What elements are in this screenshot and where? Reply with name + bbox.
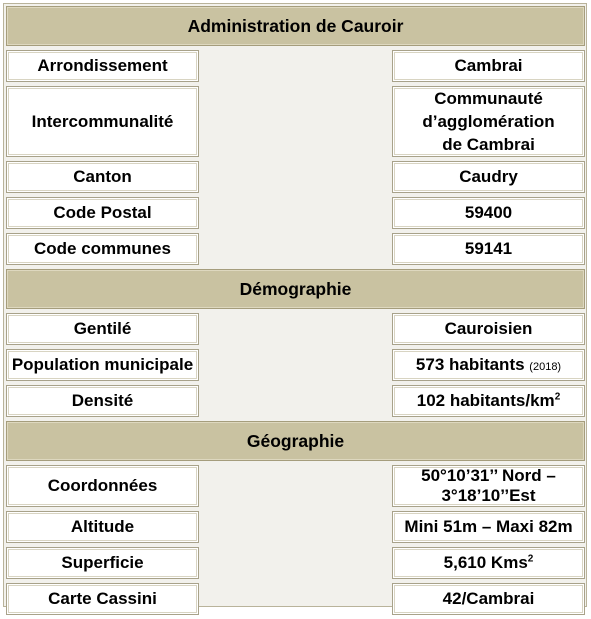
- row-value-arrondissement: Cambrai: [392, 50, 585, 82]
- row-label-code-communes: Code communes: [6, 233, 199, 265]
- row-label-densite: Densité: [6, 385, 199, 417]
- row-value-altitude: Mini 51m – Maxi 82m: [392, 511, 585, 543]
- section-header-administration: Administration de Cauroir: [6, 6, 585, 46]
- row-label-altitude: Altitude: [6, 511, 199, 543]
- row-value-code-postal: 59400: [392, 197, 585, 229]
- population-value: 573 habitants: [415, 355, 525, 374]
- row-label-canton: Canton: [6, 161, 199, 193]
- superficie-exponent: 2: [527, 553, 534, 565]
- table-row: [6, 511, 585, 543]
- superficie-value: 5,610 Kms: [443, 553, 528, 572]
- row-value-population: [392, 349, 585, 381]
- table-row: [6, 86, 585, 157]
- section-header-geographie: Géographie: [6, 421, 585, 461]
- table-row: [6, 547, 585, 579]
- value-line-1: Communauté d’agglomération: [422, 89, 555, 131]
- table-row: [6, 385, 585, 417]
- row-value-intercommunalite: [392, 86, 585, 157]
- value-line-2: de Cambrai: [442, 135, 535, 154]
- row-value-code-communes: 59141: [392, 233, 585, 265]
- row-label-arrondissement: Arrondissement: [6, 50, 199, 82]
- table-row: [6, 465, 585, 507]
- infobox-table: [6, 2, 585, 619]
- row-label-code-postal: Code Postal: [6, 197, 199, 229]
- row-label-carte-cassini: Carte Cassini: [6, 583, 199, 615]
- table-row: [6, 50, 585, 82]
- section-header-demographie: Démographie: [6, 269, 585, 309]
- row-value-carte-cassini: 42/Cambrai: [392, 583, 585, 615]
- row-label-intercommunalite: Intercommunalité: [6, 86, 199, 157]
- row-label-gentile: Gentilé: [6, 313, 199, 345]
- row-label-superficie: Superficie: [6, 547, 199, 579]
- table-row: [6, 161, 585, 193]
- row-value-densite: [392, 385, 585, 417]
- row-value-coordonnees: 50°10’31’’ Nord – 3°18’10’’Est: [392, 465, 585, 507]
- row-value-superficie: [392, 547, 585, 579]
- row-label-coordonnees: Coordonnées: [6, 465, 199, 507]
- table-row: [6, 313, 585, 345]
- row-value-gentile: Cauroisien: [392, 313, 585, 345]
- population-year-note: (2018): [529, 361, 562, 373]
- table-row: [6, 233, 585, 265]
- densite-value: 102 habitants/km: [416, 391, 555, 410]
- densite-exponent: 2: [554, 391, 561, 403]
- table-row: [6, 583, 585, 615]
- table-row: [6, 349, 585, 381]
- row-value-canton: Caudry: [392, 161, 585, 193]
- table-row: [6, 197, 585, 229]
- row-label-population: Population municipale: [6, 349, 199, 381]
